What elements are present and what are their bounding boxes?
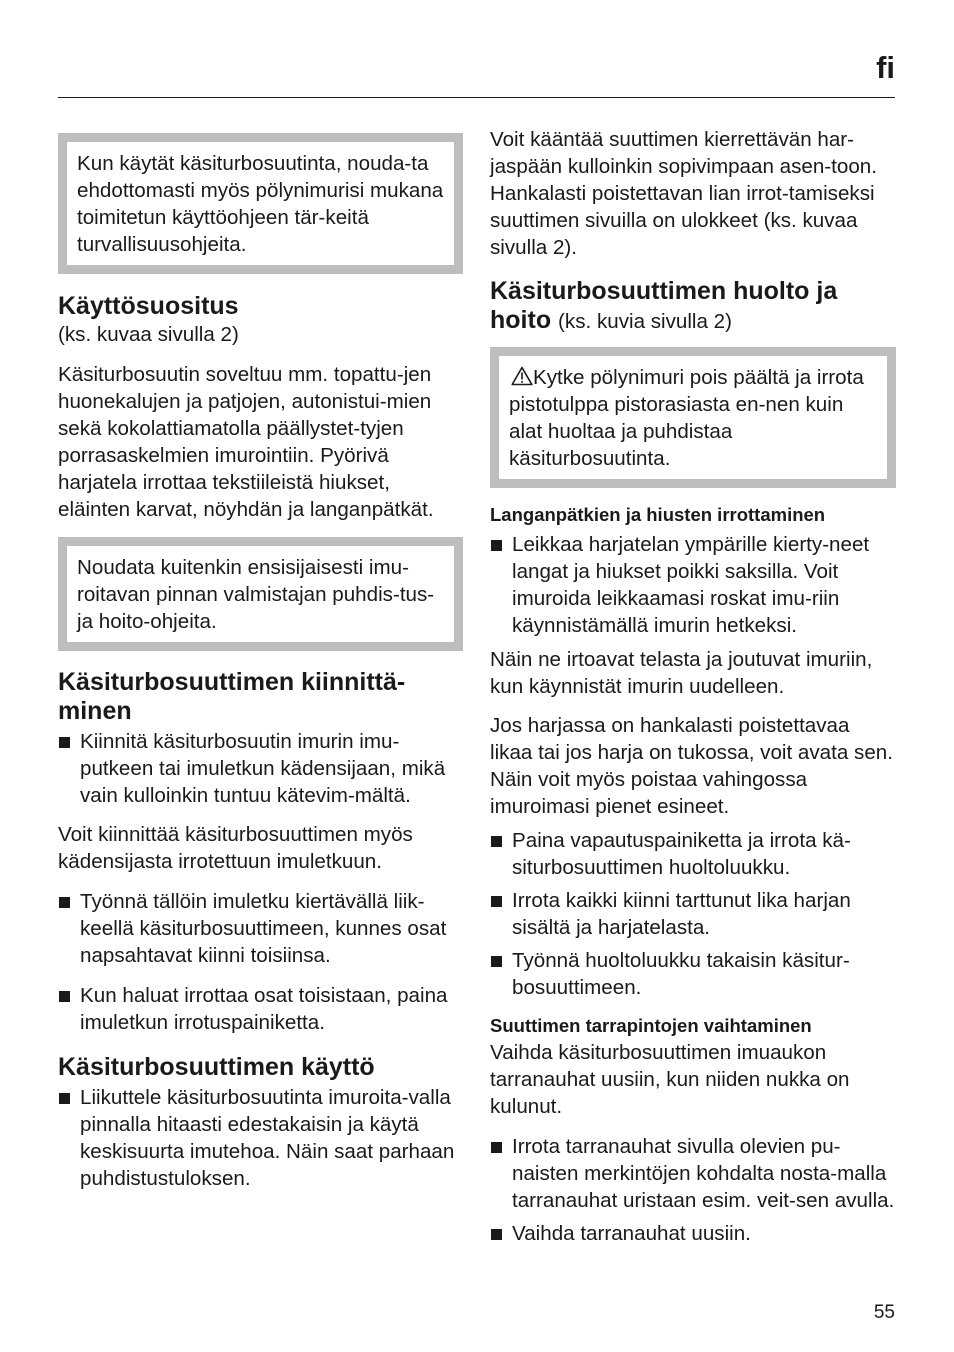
tarrat-heading: Suuttimen tarrapintojen vaihtaminen: [490, 1015, 812, 1036]
kaytto-list: [58, 1084, 463, 1192]
langat-paragraph-1: Näin ne irtoavat telasta ja joutuvat imuriin, kun käynnistät imurin uudelleen.: [490, 648, 873, 698]
langat-heading: Langanpätkien ja hiusten irrottaminen: [490, 504, 826, 525]
kiinnittaminen-list-3: [58, 982, 463, 1036]
kiinnittaminen-list-1: [58, 728, 463, 809]
list-item: Kiinnitä käsiturbosuutin imurin imu-putkeen tai imuletkun kädensijaan, mikä vain kulloinkin tuntuu kätevim-mältä.: [58, 728, 463, 809]
list-item: Kun haluat irrottaa osat toisistaan, paina imuletkun irrotuspainiketta.: [58, 982, 463, 1036]
list-item: Irrota kaikki kiinni tarttunut lika harjan sisältä ja harjatelasta.: [490, 887, 896, 941]
warning-triangle-icon: [511, 366, 533, 386]
huolto-title: Käsiturbosuuttimen huolto ja hoito: [490, 277, 838, 334]
langat-list-2: [490, 827, 896, 1001]
tarrat-list: [490, 1133, 896, 1247]
list-item: Liikuttele käsiturbosuutinta imuroita-valla pinnalla hitaasti edestakaisin ja käytä keskisuurta imutehoa. Näin saat parhaan puhdistustuloksen.: [58, 1084, 463, 1192]
manufacturer-notice-box: [58, 537, 463, 651]
warning-box: [490, 347, 896, 488]
huolto-heading: [490, 277, 896, 336]
list-item: Työnnä huoltoluukku takaisin käsitur-bosuuttimeen.: [490, 947, 896, 1001]
warning-text: Kytke pölynimuri pois päältä ja irrota pistotulppa pistorasiasta en-nen kuin alat huoltaa ja puhdistaa käsiturbosuutinta.: [509, 366, 864, 470]
kayttosuositus-paragraph: Käsiturbosuutin soveltuu mm. topattu-jen huonekalujen ja patjojen, autonistui-mien sekä kokolattiamatolla päällystet-tyjen porrasaskelmien imurointiin. Pyörivä harjatela irrottaa tekstiileistä hiukset, eläinten karvat, nöyhdän ja langanpätkät.: [58, 363, 434, 521]
langat-paragraph-2: Jos harjassa on hankalasti poistettavaa likaa tai jos harja on tukossa, voit avata sen. Näin voit myös poistaa vahingossa imuroimasi pienet esineet.: [490, 714, 893, 818]
tarrat-paragraph: Vaihda käsiturbosuuttimen imuaukon tarranauhat uusiin, kun niiden nukka on kulunut.: [490, 1041, 850, 1118]
list-item: Vaihda tarranauhat uusiin.: [490, 1220, 896, 1247]
kaytto-heading: Käsiturbosuuttimen käyttö: [58, 1053, 375, 1081]
kayttosuositus-subtitle: (ks. kuvaa sivulla 2): [58, 323, 239, 346]
kayttosuositus-heading: Käyttösuositus: [58, 292, 239, 320]
right-column: [490, 126, 896, 1247]
language-code: fi: [876, 50, 895, 85]
langat-list-1: [490, 531, 896, 639]
list-item: Leikkaa harjatelan ympärille kierty-neet langat ja hiukset poikki saksilla. Voit imuroida leikkaamasi roskat imu-riin käynnistämällä imurin hetkeksi.: [490, 531, 896, 639]
header-rule: [58, 97, 895, 98]
left-column: [58, 126, 463, 1192]
warning-paragraph: [509, 364, 877, 472]
intro-paragraph: Voit kääntää suuttimen kierrettävän har-jaspään kulloinkin sopivimpaan asen-toon. Hankalasti poistettavan lian irrot-tamiseksi suuttimen sivuilla on ulokkeet (ks. kuvaa sivulla 2).: [490, 128, 877, 259]
list-item: Irrota tarranauhat sivulla olevien pu-naisten merkintöjen kohdalta nosta-malla tarranauhat uristaan esim. veit-sen avulla.: [490, 1133, 896, 1214]
page-number: 55: [873, 1302, 895, 1323]
kiinnittaminen-paragraph: Voit kiinnittää käsiturbosuuttimen myös kädensijasta irrotettuun imuletkuun.: [58, 823, 413, 873]
list-item: Paina vapautuspainiketta ja irrota kä-siturbosuuttimen huoltoluukku.: [490, 827, 896, 881]
list-item: Työnnä tällöin imuletku kiertävällä liik-keellä käsiturbosuuttimeen, kunnes osat napsahtavat kiinni toisiinsa.: [58, 888, 463, 969]
huolto-subtitle: (ks. kuvia sivulla 2): [558, 310, 732, 333]
kiinnittaminen-list-2: [58, 888, 463, 969]
manufacturer-notice-text: Noudata kuitenkin ensisijaisesti imu-roitavan pinnan valmistajan puhdis-tus- ja hoito-ohjeita.: [77, 556, 435, 633]
safety-notice-text: Kun käytät käsiturbosuutinta, nouda-ta ehdottomasti myös pölynimurisi mukana toimitetun käyttöohjeen tär-keitä turvallisuusohjeita.: [77, 152, 444, 256]
safety-notice-box: [58, 133, 463, 274]
kiinnittaminen-heading: Käsiturbosuuttimen kiinnittä-minen: [58, 668, 406, 725]
